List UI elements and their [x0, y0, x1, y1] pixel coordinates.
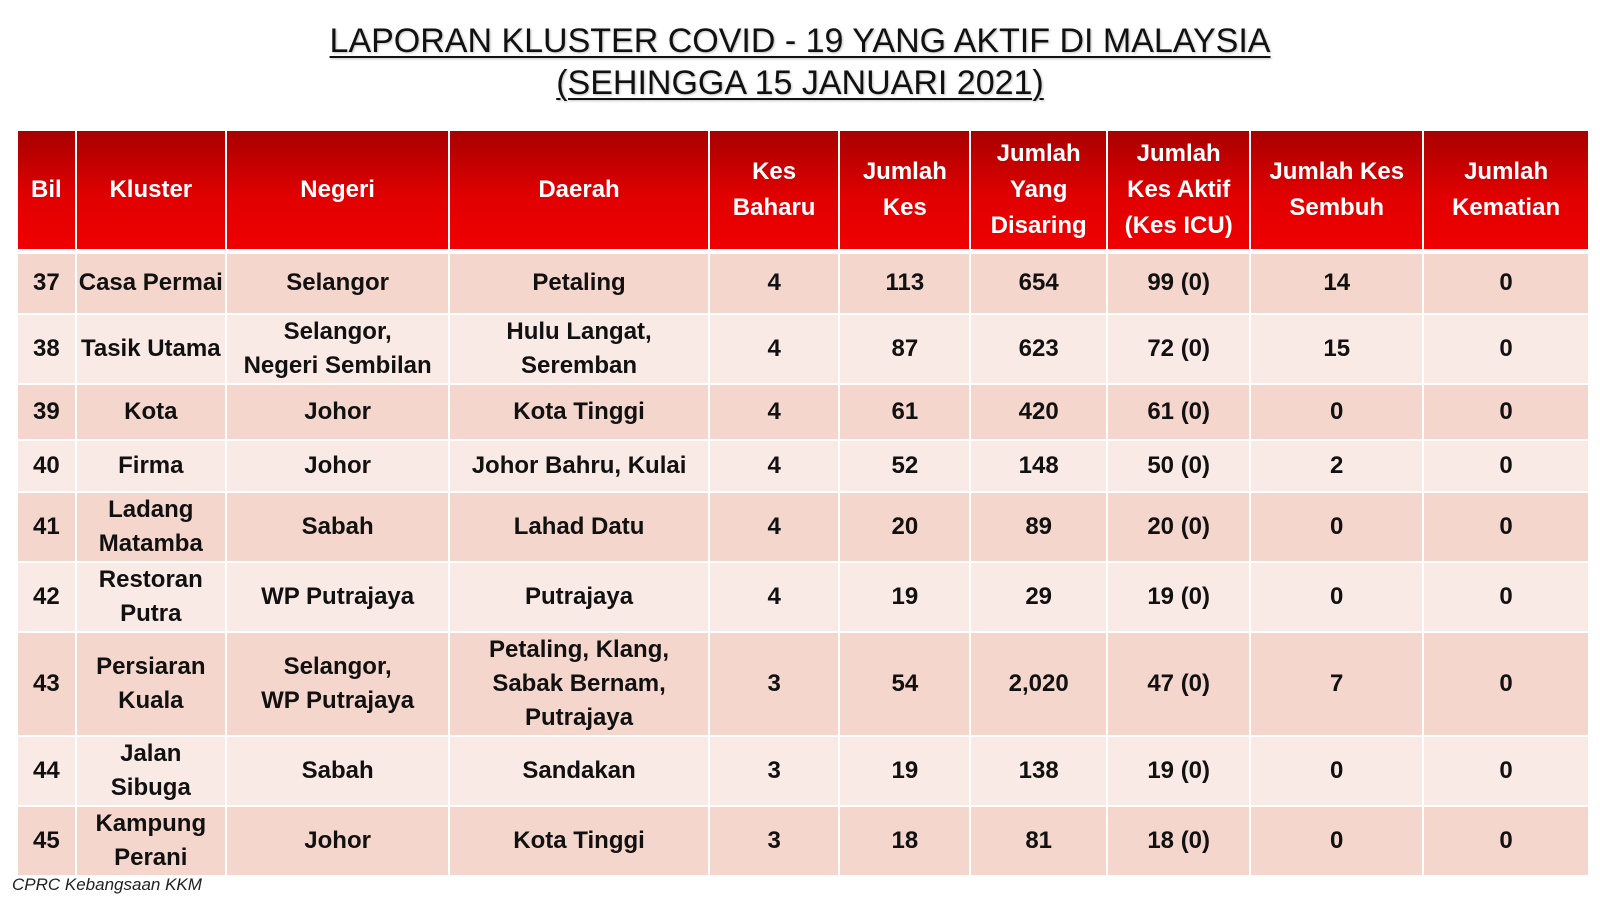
header-bil: Bil: [18, 131, 76, 252]
cell-kluster: Firma: [76, 440, 226, 492]
cell-jumlah-disaring: 654: [970, 252, 1107, 314]
table-row: [18, 314, 1588, 384]
cell-kes-baharu: 3: [709, 632, 840, 736]
cell-jumlah-disaring: 138: [970, 736, 1107, 806]
cell-kematian: 0: [1423, 314, 1588, 384]
cell-jumlah-disaring: 420: [970, 384, 1107, 440]
cell-jumlah-disaring: 623: [970, 314, 1107, 384]
table-row: [18, 562, 1588, 632]
cell-kematian: 0: [1423, 252, 1588, 314]
table-row: [18, 632, 1588, 736]
cell-kes-aktif: 50 (0): [1107, 440, 1250, 492]
cell-daerah: Kota Tinggi: [449, 384, 708, 440]
cell-kluster: Restoran Putra: [76, 562, 226, 632]
cell-kematian: 0: [1423, 384, 1588, 440]
cell-kes-aktif: 20 (0): [1107, 492, 1250, 562]
cell-jumlah-disaring: 148: [970, 440, 1107, 492]
cell-bil: 42: [18, 562, 76, 632]
cell-kluster: Kampung Perani: [76, 806, 226, 876]
cell-kes-baharu: 3: [709, 736, 840, 806]
cell-kematian: 0: [1423, 492, 1588, 562]
cell-negeri: Selangor: [226, 252, 449, 314]
cell-kes-sembuh: 15: [1250, 314, 1423, 384]
cell-daerah: Sandakan: [449, 736, 708, 806]
table-row: [18, 736, 1588, 806]
cell-jumlah-kes: 20: [839, 492, 970, 562]
cell-kes-aktif: 18 (0): [1107, 806, 1250, 876]
cluster-table: [18, 131, 1588, 877]
table-row: [18, 384, 1588, 440]
cell-bil: 38: [18, 314, 76, 384]
cell-jumlah-kes: 19: [839, 562, 970, 632]
cell-bil: 40: [18, 440, 76, 492]
source-footer: CPRC Kebangsaan KKM: [12, 875, 202, 894]
cell-kes-sembuh: 14: [1250, 252, 1423, 314]
cell-kluster: Jalan Sibuga: [76, 736, 226, 806]
cell-kes-aktif: 99 (0): [1107, 252, 1250, 314]
header-kluster: Kluster: [76, 131, 226, 252]
cell-negeri: Johor: [226, 806, 449, 876]
cell-daerah: Petaling: [449, 252, 708, 314]
header-daerah: Daerah: [449, 131, 708, 252]
cell-jumlah-disaring: 89: [970, 492, 1107, 562]
cell-daerah: Kota Tinggi: [449, 806, 708, 876]
table-row: [18, 440, 1588, 492]
cell-kes-aktif: 47 (0): [1107, 632, 1250, 736]
cell-negeri: Sabah: [226, 492, 449, 562]
cell-bil: 37: [18, 252, 76, 314]
cell-kematian: 0: [1423, 736, 1588, 806]
cell-bil: 39: [18, 384, 76, 440]
cell-kes-baharu: 4: [709, 492, 840, 562]
title-line-2: (SEHINGGA 15 JANUARI 2021): [556, 64, 1044, 102]
cell-kes-baharu: 4: [709, 314, 840, 384]
cell-kluster: Kota: [76, 384, 226, 440]
cell-kes-baharu: 4: [709, 440, 840, 492]
header-kes-sembuh: Jumlah Kes Sembuh: [1250, 131, 1423, 252]
cell-kluster: Casa Permai: [76, 252, 226, 314]
cell-kes-sembuh: 0: [1250, 562, 1423, 632]
header-negeri: Negeri: [226, 131, 449, 252]
cell-kematian: 0: [1423, 440, 1588, 492]
title-line-1: LAPORAN KLUSTER COVID - 19 YANG AKTIF DI MALAYSIA: [329, 22, 1271, 60]
table-row: [18, 492, 1588, 562]
cell-kes-aktif: 61 (0): [1107, 384, 1250, 440]
cell-bil: 45: [18, 806, 76, 876]
cell-daerah: Hulu Langat, Seremban: [449, 314, 708, 384]
table-body: [18, 252, 1588, 876]
cell-negeri: Johor: [226, 440, 449, 492]
cell-jumlah-kes: 19: [839, 736, 970, 806]
cell-daerah: Lahad Datu: [449, 492, 708, 562]
cell-kes-baharu: 4: [709, 384, 840, 440]
cell-daerah: Putrajaya: [449, 562, 708, 632]
cell-kluster: Persiaran Kuala: [76, 632, 226, 736]
cell-kluster: Ladang Matamba: [76, 492, 226, 562]
cell-jumlah-disaring: 29: [970, 562, 1107, 632]
cell-bil: 43: [18, 632, 76, 736]
header-kematian: Jumlah Kematian: [1423, 131, 1588, 252]
cell-kes-sembuh: 2: [1250, 440, 1423, 492]
cell-negeri: Selangor, Negeri Sembilan: [226, 314, 449, 384]
cell-jumlah-kes: 54: [839, 632, 970, 736]
table-row: [18, 252, 1588, 314]
cell-negeri: Selangor, WP Putrajaya: [226, 632, 449, 736]
header-jumlah-kes: Jumlah Kes: [839, 131, 970, 252]
header-kes-aktif: Jumlah Kes Aktif (Kes ICU): [1107, 131, 1250, 252]
header-kes-baharu: Kes Baharu: [709, 131, 840, 252]
cell-negeri: Sabah: [226, 736, 449, 806]
page-title: [0, 20, 1600, 104]
cell-kes-baharu: 4: [709, 252, 840, 314]
cell-jumlah-kes: 61: [839, 384, 970, 440]
cell-kes-baharu: 3: [709, 806, 840, 876]
cell-kes-aktif: 72 (0): [1107, 314, 1250, 384]
cell-kes-baharu: 4: [709, 562, 840, 632]
table-row: [18, 806, 1588, 876]
cell-bil: 44: [18, 736, 76, 806]
cell-kes-sembuh: 7: [1250, 632, 1423, 736]
cell-kematian: 0: [1423, 562, 1588, 632]
cell-jumlah-disaring: 81: [970, 806, 1107, 876]
header-jumlah-disaring: Jumlah Yang Disaring: [970, 131, 1107, 252]
cell-kes-sembuh: 0: [1250, 806, 1423, 876]
cell-kes-aktif: 19 (0): [1107, 736, 1250, 806]
cell-negeri: WP Putrajaya: [226, 562, 449, 632]
cell-kematian: 0: [1423, 632, 1588, 736]
cell-kematian: 0: [1423, 806, 1588, 876]
cell-jumlah-kes: 113: [839, 252, 970, 314]
cell-jumlah-kes: 87: [839, 314, 970, 384]
cell-kes-sembuh: 0: [1250, 736, 1423, 806]
cell-daerah: Johor Bahru, Kulai: [449, 440, 708, 492]
cell-kes-sembuh: 0: [1250, 384, 1423, 440]
cell-jumlah-disaring: 2,020: [970, 632, 1107, 736]
cell-jumlah-kes: 18: [839, 806, 970, 876]
cell-negeri: Johor: [226, 384, 449, 440]
cell-jumlah-kes: 52: [839, 440, 970, 492]
cell-kes-sembuh: 0: [1250, 492, 1423, 562]
cluster-table-container: [18, 131, 1588, 877]
cell-daerah: Petaling, Klang, Sabak Bernam, Putrajaya: [449, 632, 708, 736]
cell-kes-aktif: 19 (0): [1107, 562, 1250, 632]
table-header-row: [18, 131, 1588, 252]
cell-bil: 41: [18, 492, 76, 562]
cell-kluster: Tasik Utama: [76, 314, 226, 384]
